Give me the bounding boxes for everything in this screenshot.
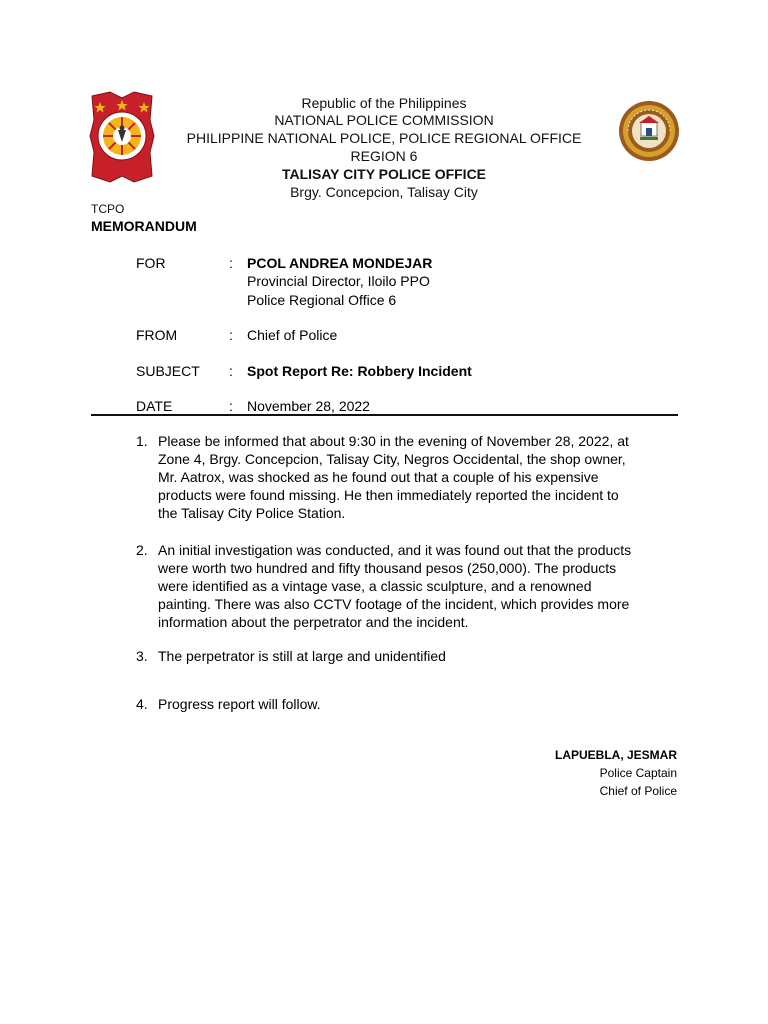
- paragraph-1: [136, 432, 676, 522]
- paragraph-line: An initial investigation was conducted, and it was found out that the products: [158, 542, 632, 558]
- paragraph-line: information about the perpetrator and the incident.: [158, 614, 469, 630]
- paragraph-line: Mr. Aatrox, was shocked as he found out that a couple of his expensive: [158, 469, 599, 485]
- header-office-name: TALISAY CITY POLICE OFFICE: [281, 166, 487, 182]
- from-label: FROM: [136, 327, 178, 343]
- for-office: Police Regional Office 6: [247, 292, 397, 308]
- paragraph-4: [136, 695, 676, 713]
- from-value: Chief of Police: [247, 327, 338, 343]
- paragraph-number: 1.: [136, 433, 148, 449]
- date-colon: :: [229, 398, 233, 414]
- paragraph-number: 4.: [136, 696, 148, 712]
- header-pnp-regional-office: PHILIPPINE NATIONAL POLICE, POLICE REGIONAL OFFICE: [186, 130, 582, 146]
- for-name: PCOL ANDREA MONDEJAR: [247, 255, 433, 271]
- for-position: Provincial Director, Iloilo PPO: [247, 273, 430, 289]
- paragraph-line: were worth two hundred and fifty thousand pesos (250,000). The products: [158, 560, 617, 576]
- paragraph-line: The perpetrator is still at large and unidentified: [158, 648, 446, 664]
- for-colon: :: [229, 255, 233, 271]
- signatory-name: LAPUEBLA, JESMAR: [554, 748, 677, 762]
- header-address: Brgy. Concepcion, Talisay City: [290, 184, 478, 200]
- date-value: November 28, 2022: [247, 398, 370, 414]
- paragraph-number: 2.: [136, 542, 148, 558]
- for-label: FOR: [136, 255, 166, 271]
- paragraph-line: the Talisay City Police Station.: [158, 505, 346, 521]
- paragraph-line: were identified as a vintage vase, a classic sculpture, and a renowned: [158, 578, 592, 594]
- date-label: DATE: [136, 398, 173, 414]
- paragraph-line: products were found missing. He then immediately reported the incident to: [158, 487, 619, 503]
- paragraph-line: Zone 4, Brgy. Concepcion, Talisay City, Negros Occidental, the shop owner,: [158, 451, 626, 467]
- subject-colon: :: [229, 363, 233, 379]
- paragraph-2: [136, 541, 676, 631]
- header-napolcom: NATIONAL POLICE COMMISSION: [274, 112, 494, 128]
- signatory-rank: Police Captain: [599, 766, 677, 780]
- memo-reference: TCPO: [91, 202, 125, 216]
- header-republic: Republic of the Philippines: [301, 95, 467, 111]
- signatory-position: Chief of Police: [599, 784, 677, 798]
- paragraph-line: Please be informed that about 9:30 in the evening of November 28, 2022, at: [158, 433, 629, 449]
- from-colon: :: [229, 327, 233, 343]
- header-region: REGION 6: [350, 148, 418, 164]
- paragraph-line: painting. There was also CCTV footage of the incident, which provides more: [158, 596, 630, 612]
- paragraph-number: 3.: [136, 648, 148, 664]
- memo-title: MEMORANDUM: [91, 218, 197, 234]
- paragraph-3: [136, 647, 676, 665]
- paragraph-line: Progress report will follow.: [158, 696, 321, 712]
- header-divider: [91, 414, 678, 416]
- subject-value: Spot Report Re: Robbery Incident: [247, 363, 472, 379]
- subject-label: SUBJECT: [136, 363, 200, 379]
